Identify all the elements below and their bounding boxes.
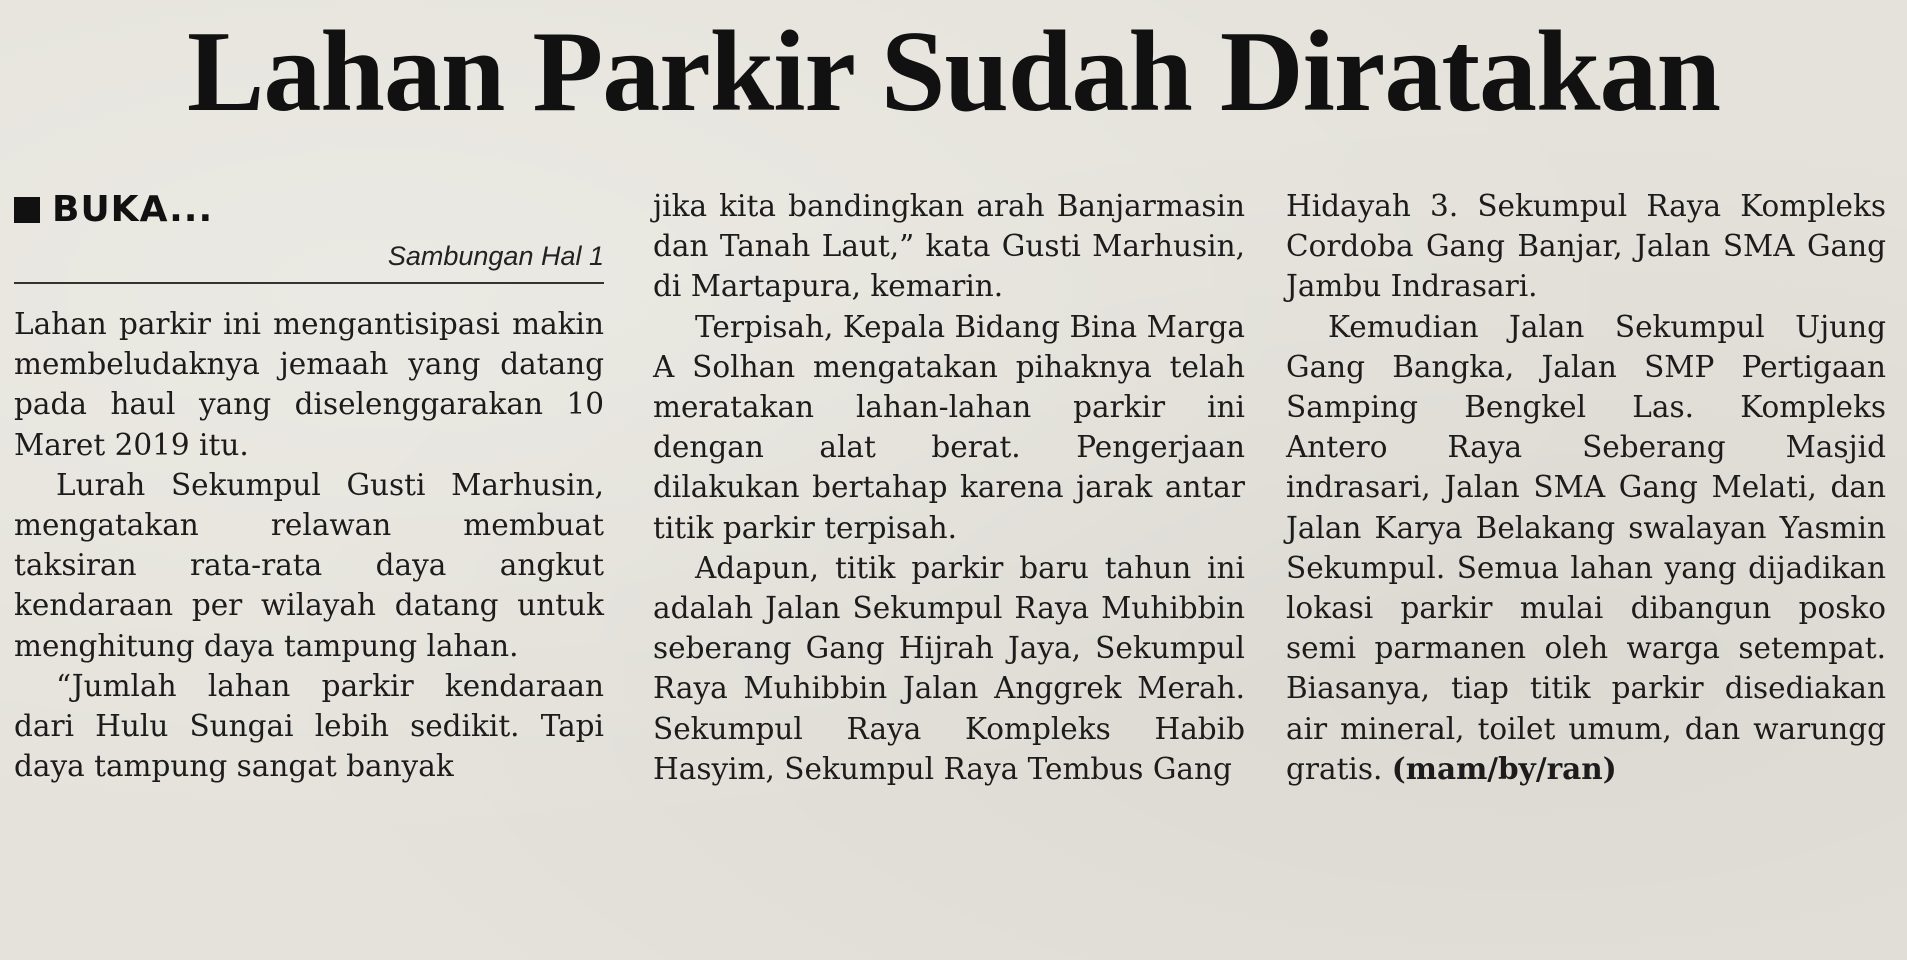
- paragraph: Lahan parkir ini mengantisipasi makin membeludaknya jemaah yang datang pada haul yang diselenggarakan 10 Maret 2019 itu.: [14, 307, 604, 462]
- kicker-square-icon: [14, 197, 40, 223]
- byline-credit: (mam/by/ran): [1391, 750, 1617, 786]
- divider: [14, 282, 604, 284]
- paragraph: [1286, 307, 1886, 789]
- article-column-2: [653, 186, 1245, 789]
- paragraph-text: Kemudian Jalan Sekumpul Ujung Gang Bangka, Jalan SMP Pertigaan Samping Bengkel Las. Kompleks Antero Raya Seberang Masjid indrasari, Jalan SMA Gang Melati, dan Jalan Karya Belakang swalayan Yasmin Sekumpul. Semua lahan yang dijadikan lokasi parkir mulai dibangun posko semi parmanen oleh warga setempat. Biasanya, tiap titik parkir disediakan air mineral, toilet umum, dan warungg gratis.: [1286, 309, 1886, 786]
- continuation-note: Sambungan Hal 1: [387, 241, 604, 271]
- kicker-label: BUKA...: [52, 188, 214, 230]
- headline: Lahan Parkir Sudah Diratakan: [186, 8, 1721, 136]
- kicker-row: [14, 186, 604, 234]
- paragraph: Hidayah 3. Sekumpul Raya Kompleks Cordoba Gang Banjar, Jalan SMA Gang Jambu Indrasari.: [1286, 189, 1886, 304]
- paragraph: “Jumlah lahan parkir kendaraan dari Hulu Sungai lebih sedikit. Tapi daya tampung sangat banyak: [14, 668, 604, 784]
- article-column-1: [14, 186, 604, 786]
- paragraph: Adapun, titik parkir baru tahun ini adalah Jalan Sekumpul Raya Muhibbin seberang Gang Hijrah Jaya, Sekumpul Raya Muhibbin Jalan Anggrek Merah. Sekumpul Raya Kompleks Habib Hasyim, Sekumpul Raya Tembus Gang: [653, 550, 1245, 786]
- paragraph: Lurah Sekumpul Gusti Marhusin, mengatakan relawan membuat taksiran rata-rata daya angkut kendaraan per wilayah datang untuk menghitung daya tampung lahan.: [14, 467, 604, 663]
- article-column-3: [1286, 186, 1886, 789]
- paragraph: jika kita bandingkan arah Banjarmasin dan Tanah Laut,” kata Gusti Marhusin, di Martapura, kemarin.: [653, 189, 1245, 304]
- paragraph: Terpisah, Kepala Bidang Bina Marga A Solhan mengatakan pihaknya telah meratakan lahan-lahan parkir ini dengan alat berat. Pengerjaan dilakukan bertahap karena jarak antar titik parkir terpisah.: [653, 309, 1245, 545]
